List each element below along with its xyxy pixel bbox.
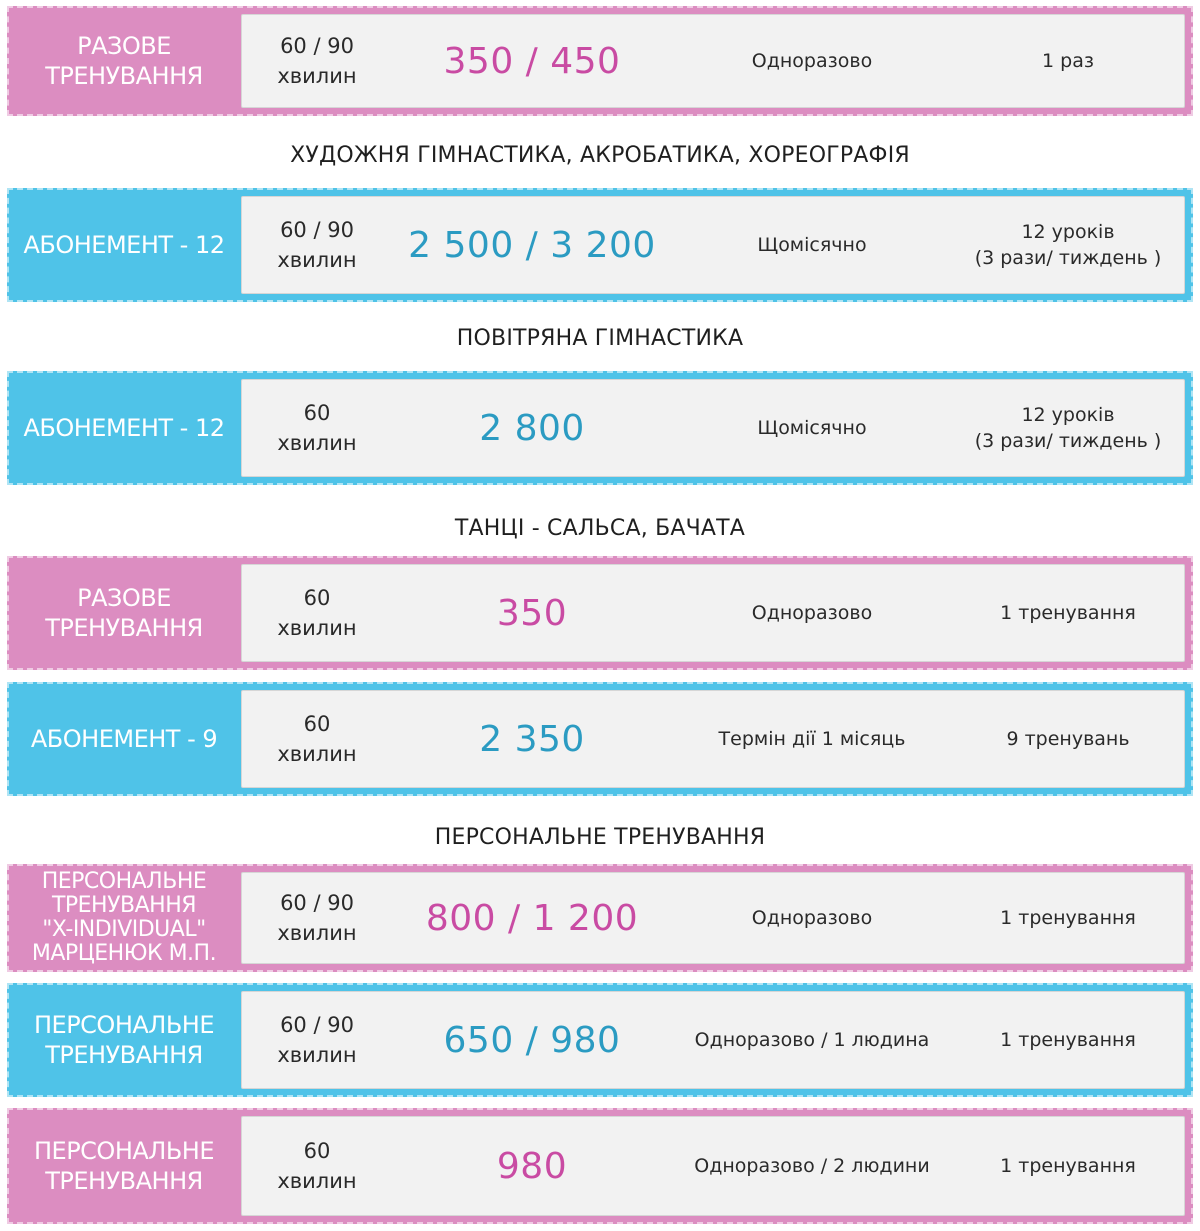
- row-panel: [241, 690, 1185, 788]
- label-line: МАРЦЕНЮК М.П.: [31, 941, 217, 966]
- row-label: [9, 558, 239, 668]
- price-row-aerial-subscription-12: [7, 371, 1193, 485]
- row-panel: [241, 872, 1185, 964]
- label-line: АБОНЕМЕНТ - 9: [30, 725, 218, 753]
- session-count: 1 тренування: [1000, 1029, 1136, 1051]
- price-row-personal-one-person: [7, 983, 1193, 1097]
- price: 650 / 980: [443, 1019, 621, 1061]
- session-count: 1 тренування: [1000, 602, 1136, 624]
- frequency: Термін дії 1 місяць: [718, 728, 906, 750]
- row-label: [9, 1110, 239, 1222]
- session-count: 1 тренування: [1000, 1155, 1136, 1177]
- price-row-personal-two-people: [7, 1108, 1193, 1224]
- label-line: АБОНЕМЕНТ - 12: [23, 231, 225, 259]
- label-line: ТРЕНУВАННЯ: [45, 1167, 203, 1195]
- price: 980: [496, 1145, 568, 1187]
- duration: 60 хвилин: [277, 401, 357, 455]
- label-line: РАЗОВЕ: [77, 584, 171, 612]
- label-line: ТРЕНУВАННЯ: [45, 62, 203, 90]
- row-panel: [241, 196, 1185, 294]
- label-line: ПЕРСОНАЛЬНЕ: [41, 869, 207, 894]
- label-line: РАЗОВЕ: [77, 32, 171, 60]
- row-panel: [241, 14, 1185, 108]
- price-row-dance-subscription-9: [7, 682, 1193, 796]
- session-count: 1 раз: [1042, 50, 1094, 72]
- section-title: ПЕРСОНАЛЬНЕ ТРЕНУВАННЯ: [434, 825, 766, 850]
- duration: 60 / 90 хвилин: [277, 891, 357, 945]
- session-count: 12 уроків (3 рази/ тиждень ): [974, 404, 1162, 452]
- section-title: ХУДОЖНЯ ГІМНАСТИКА, АКРОБАТИКА, ХОРЕОГРАФІЯ: [290, 143, 910, 168]
- label-line: АБОНЕМЕНТ - 12: [23, 414, 225, 442]
- label-line: ТРЕНУВАННЯ: [51, 893, 197, 918]
- frequency: Щомісячно: [757, 417, 867, 439]
- row-panel: [241, 1116, 1185, 1216]
- price: 350: [496, 592, 568, 634]
- price-row-single-training: [7, 6, 1193, 116]
- row-label: [9, 985, 239, 1095]
- row-label: [9, 373, 239, 483]
- label-line: ТРЕНУВАННЯ: [45, 1041, 203, 1069]
- row-label: [9, 684, 239, 794]
- frequency: Одноразово: [751, 907, 873, 929]
- label-line: "X-INDIVIDUAL": [42, 917, 206, 942]
- price-row-personal-x-individual: [7, 864, 1193, 972]
- duration: 60 хвилин: [277, 712, 357, 766]
- frequency: Щомісячно: [757, 234, 867, 256]
- price: 350 / 450: [443, 40, 621, 82]
- section-title: ПОВІТРЯНА ГІМНАСТИКА: [456, 326, 744, 351]
- row-label: [9, 190, 239, 300]
- session-count: 9 тренувань: [1006, 728, 1130, 750]
- label-line: ТРЕНУВАННЯ: [45, 614, 203, 642]
- price: 800 / 1 200: [425, 897, 639, 939]
- label-line: ПЕРСОНАЛЬНЕ: [33, 1011, 215, 1039]
- session-count: 1 тренування: [1000, 907, 1136, 929]
- duration: 60 хвилин: [277, 586, 357, 640]
- price-row-dance-single: [7, 556, 1193, 670]
- duration: 60 хвилин: [277, 1139, 357, 1193]
- price: 2 350: [479, 718, 585, 760]
- row-panel: [241, 991, 1185, 1089]
- duration: 60 / 90 хвилин: [277, 1013, 357, 1067]
- price-row-subscription-12: [7, 188, 1193, 302]
- frequency: Одноразово / 2 людини: [694, 1155, 930, 1177]
- duration: 60 / 90 хвилин: [277, 218, 357, 272]
- row-panel: [241, 564, 1185, 662]
- frequency: Одноразово: [751, 602, 873, 624]
- row-panel: [241, 379, 1185, 477]
- row-label: [9, 866, 239, 970]
- row-label: [9, 8, 239, 114]
- price: 2 800: [479, 407, 585, 449]
- duration: 60 / 90 хвилин: [277, 34, 357, 88]
- frequency: Одноразово: [751, 50, 873, 72]
- session-count: 12 уроків (3 рази/ тиждень ): [974, 221, 1162, 269]
- label-line: ПЕРСОНАЛЬНЕ: [33, 1137, 215, 1165]
- price: 2 500 / 3 200: [408, 224, 656, 266]
- section-title: ТАНЦІ - САЛЬСА, БАЧАТА: [454, 516, 746, 541]
- frequency: Одноразово / 1 людина: [694, 1029, 930, 1051]
